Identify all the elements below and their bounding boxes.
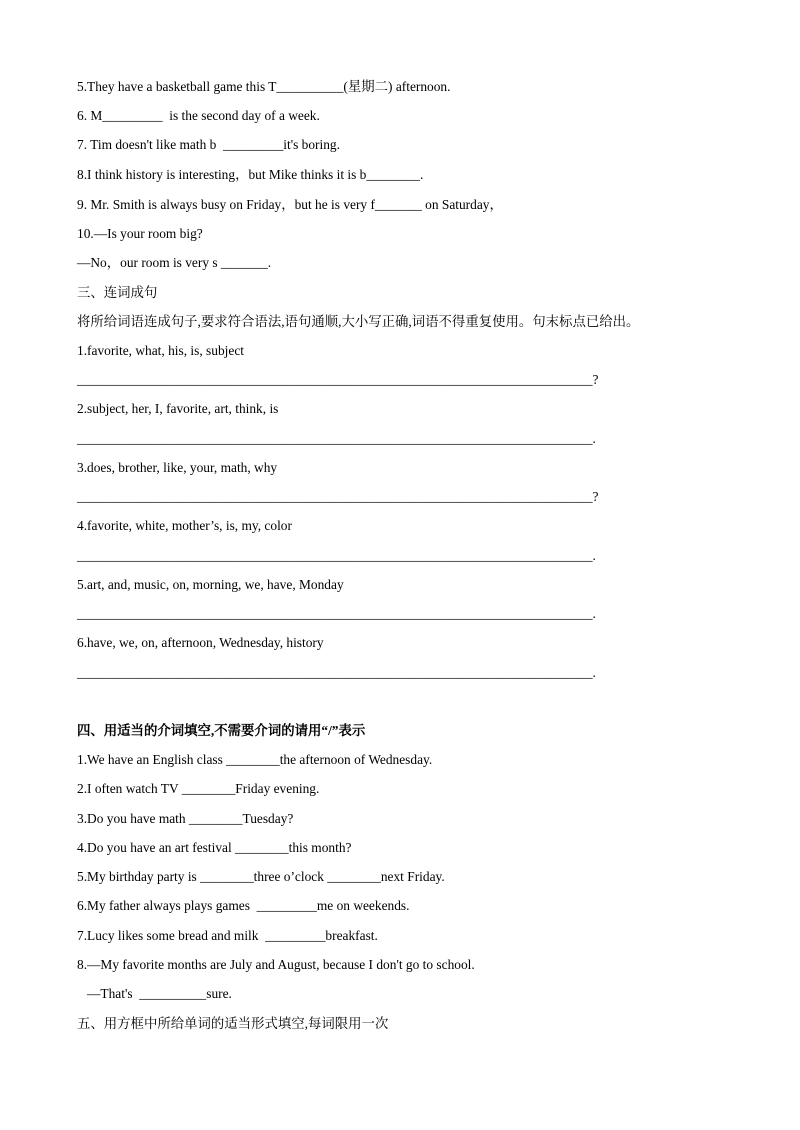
question-2-10: 10.—Is your room big? [77,226,203,241]
question-2-7: 7. Tim doesn't like math b _________it's boring. [77,137,340,152]
question-3-4: 4.favorite, white, mother’s, is, my, color [77,518,292,533]
question-2-5: 5.They have a basketball game this T__________(星期二) afternoon. [77,79,451,94]
answer-line-3-3: _____________________________________________________________________________? [77,489,599,504]
question-4-5: 5.My birthday party is ________three o’clock ________next Friday. [77,869,445,884]
section-5-heading: 五、用方框中所给单词的适当形式填空,每词限用一次 [77,1016,389,1031]
answer-line-3-1: _____________________________________________________________________________? [77,372,599,387]
question-3-6: 6.have, we, on, afternoon, Wednesday, history [77,635,324,650]
question-4-7: 7.Lucy likes some bread and milk _________breakfast. [77,928,378,943]
question-3-3: 3.does, brother, like, your, math, why [77,460,278,475]
answer-line-3-6: _____________________________________________________________________________. [77,665,596,680]
section-3-heading: 三、连词成句 [77,285,158,300]
question-4-1: 1.We have an English class ________the afternoon of Wednesday. [77,752,433,767]
question-2-10-answer: —No，our room is very s _______. [77,255,272,270]
question-2-6: 6. M_________ is the second day of a week. [77,108,320,123]
question-4-6: 6.My father always plays games _________me on weekends. [77,898,410,913]
question-2-9: 9. Mr. Smith is always busy on Friday，but he is very f_______ on Saturday， [77,197,503,212]
question-3-2: 2.subject, her, I, favorite, art, think, is [77,401,279,416]
question-2-8: 8.I think history is interesting，but Mike thinks it is b________. [77,167,424,182]
question-3-5: 5.art, and, music, on, morning, we, have, Monday [77,577,344,592]
answer-line-3-4: _____________________________________________________________________________. [77,548,596,563]
answer-line-3-5: _____________________________________________________________________________. [77,606,596,621]
question-4-8-answer: —That's __________sure. [77,986,232,1001]
answer-line-3-2: _____________________________________________________________________________. [77,431,596,446]
question-3-1: 1.favorite, what, his, is, subject [77,343,244,358]
question-4-3: 3.Do you have math ________Tuesday? [77,811,294,826]
section-4-heading: 四、用适当的介词填空,不需要介词的请用“/”表示 [77,723,366,738]
question-4-2: 2.I often watch TV ________Friday evening. [77,781,320,796]
question-4-8: 8.—My favorite months are July and August, because I don't go to school. [77,957,475,972]
section-3-instruction: 将所给词语连成句子,要求符合语法,语句通顺,大小写正确,词语不得重复使用。句末标点已给出。 [77,314,640,329]
question-4-4: 4.Do you have an art festival ________this month? [77,840,352,855]
